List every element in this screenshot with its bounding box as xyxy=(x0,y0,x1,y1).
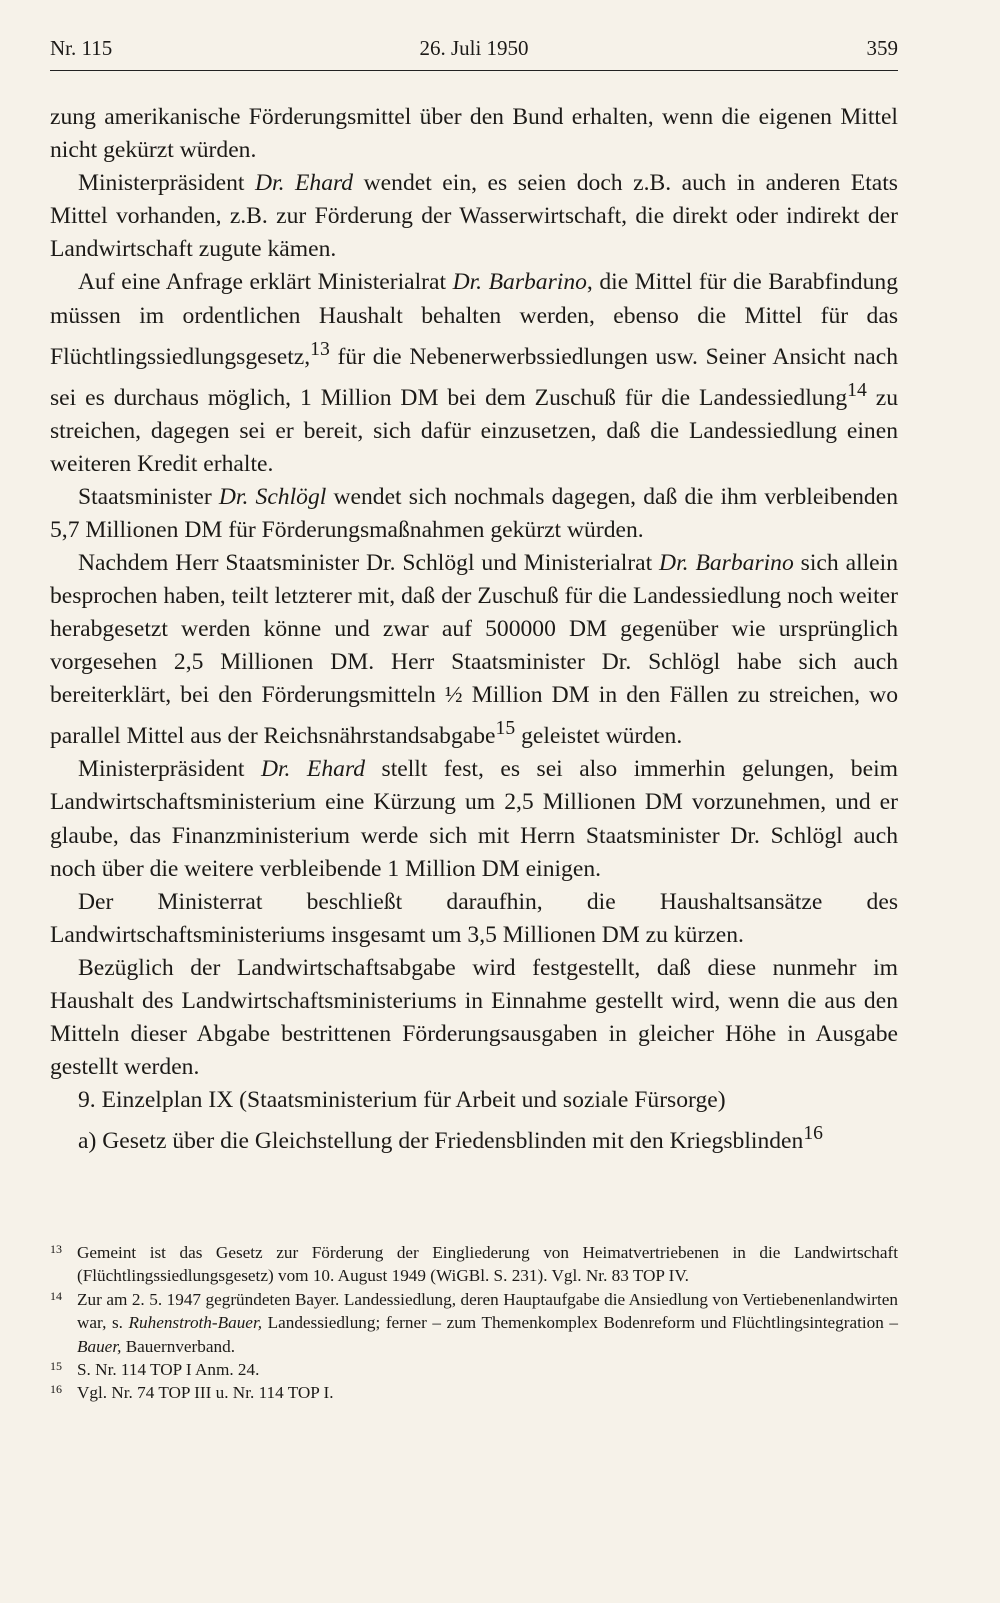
speaker-name: Dr. Ehard xyxy=(260,756,366,783)
footnote-text-part: Bauernverband. xyxy=(121,1336,235,1356)
footnote-ref: 16 xyxy=(803,1122,823,1145)
paragraph-text: Staatsminister xyxy=(78,483,219,510)
agenda-subitem xyxy=(50,1117,898,1158)
speaker-name: Dr. Barbarino xyxy=(659,549,794,576)
paragraph xyxy=(50,886,898,952)
paragraph xyxy=(50,547,898,753)
paragraph-text: sich allein besprochen haben, teilt letzterer mit, daß der Zuschuß für die Landessiedlung noch weiter herabgesetzt werden könne und zwar auf 500000 DM gegenüber wie ursprünglich vorgesehen 2,5 Millionen DM. Herr Staatsminister Dr. Schlögl habe sich auch bereiterklärt, bei den Förderungsmitteln ½ Million DM in den Fällen zu streichen, wo parallel Mittel aus der Reichsnährstandsabgabe xyxy=(50,549,899,750)
main-text xyxy=(50,101,898,1158)
speaker-name: Dr. Barbarino xyxy=(452,269,587,296)
footnote-ref: 14 xyxy=(847,378,867,401)
footnote xyxy=(50,1358,898,1381)
cited-author: Bauer, xyxy=(77,1336,122,1356)
footnote-text xyxy=(77,1288,898,1358)
footnote-number: 16 xyxy=(50,1382,62,1397)
paragraph-text: wendet ein, es seien doch z.B. auch in anderen Etats Mittel vorhanden, z.B. zur Förderung der Wasserwirtschaft, die direkt oder indirekt der Landwirtschaft zugute kämen. xyxy=(50,170,898,263)
cited-author: Ruhenstroth-Bauer, xyxy=(128,1313,263,1333)
paragraph xyxy=(50,101,898,167)
footnote-number: 13 xyxy=(50,1242,62,1256)
paragraph-text: Auf eine Anfrage erklärt Ministerialrat xyxy=(78,269,453,296)
speaker-name: Dr. Schlögl xyxy=(218,483,327,510)
paragraph xyxy=(50,753,898,885)
footnote xyxy=(50,1288,898,1358)
paragraph xyxy=(50,266,898,480)
paragraph xyxy=(50,481,898,547)
paragraph-text: Der Ministerrat beschließt daraufhin, die Haushaltsansätze des Landwirtschaftsministeriums insgesamt um 3,5 Millionen DM zu kürzen. xyxy=(50,888,898,948)
footnote xyxy=(50,1241,898,1288)
footnote-number: 15 xyxy=(50,1359,62,1374)
paragraph-text: a) Gesetz über die Gleichstellung der Friedensblinden mit den Kriegsblinden xyxy=(78,1128,804,1155)
page-header xyxy=(50,32,898,71)
paragraph-text: geleistet würden. xyxy=(515,723,683,750)
paragraph-text: wendet sich nochmals dagegen, daß die ihm verbleibenden 5,7 Millionen DM für Förderungsmaßnahmen gekürzt würden. xyxy=(50,483,898,543)
footnote-text xyxy=(77,1381,898,1404)
footnote-ref: 13 xyxy=(310,337,330,360)
paragraph xyxy=(50,167,898,266)
paragraph xyxy=(50,952,898,1084)
footnote-text xyxy=(77,1358,898,1381)
document-number: Nr. 115 xyxy=(50,36,113,60)
header-date: 26. Juli 1950 xyxy=(419,36,529,60)
paragraph-text: 9. Einzelplan IX (Staatsministerium für Arbeit und soziale Fürsorge) xyxy=(78,1087,726,1114)
footnote-text-part: Zur am 2. 5. 1947 gegründeten Bayer. Landessiedlung, deren Hauptaufgabe die Ansiedlung von Vertiebenenlandwirten war, s. xyxy=(77,1289,898,1333)
footnotes xyxy=(50,1241,898,1405)
paragraph-text: zu streichen, dagegen sei er bereit, sich dafür einzusetzen, daß die Landessiedlung einen weiteren Kredit erhalte. xyxy=(50,384,898,477)
paragraph-text: zung amerikanische Förderungsmittel über den Bund erhalten, wenn die eigenen Mittel nicht gekürzt würden. xyxy=(50,104,898,164)
paragraph-text: Ministerpräsident xyxy=(78,756,261,783)
footnote xyxy=(50,1381,898,1404)
page-number: 359 xyxy=(866,36,898,60)
paragraph-text: für die Nebenerwerbssiedlungen usw. Seiner Ansicht nach sei es durchaus möglich, 1 Million DM bei dem Zuschuß für die Landessiedlung xyxy=(50,343,898,411)
paragraph-text: Bezüglich der Landwirtschaftsabgabe wird festgestellt, daß diese nunmehr im Haushalt des Landwirtschaftsministeriums in Einnahme gestellt wird, wenn die aus den Mitteln dieser Abgabe bestrittenen Förderungsausgaben in gleicher Höhe in Ausgabe gestellt werden. xyxy=(50,954,898,1081)
agenda-item xyxy=(50,1084,898,1117)
footnote-text xyxy=(77,1241,898,1288)
paragraph-text: stellt fest, es sei also immerhin gelungen, beim Landwirtschaftsministerium eine Kürzung um 2,5 Millionen DM vorzunehmen, und er glaube, das Finanzministerium werde sich mit Herrn Staatsminister Dr. Schlögl auch noch über die weitere verbleibende 1 Million DM einigen. xyxy=(50,756,898,882)
footnote-text-part: Gemeint ist das Gesetz zur Förderung der Eingliederung von Heimatvertriebenen in die Landwirtschaft (Flüchtlingssiedlungsgesetz) vom 10. August 1949 (WiGBl. S. 231). Vgl. Nr. 83 TOP IV. xyxy=(77,1243,898,1286)
paragraph-text: Ministerpräsident xyxy=(78,170,255,197)
footnote-text-part: S. Nr. 114 TOP I Anm. 24. xyxy=(77,1360,260,1380)
footnote-text-part: Landessiedlung; ferner – zum Themenkomplex Bodenreform und Flüchtlingsintegration – xyxy=(262,1313,899,1333)
paragraph-text: Nachdem Herr Staatsminister Dr. Schlögl und Ministerialrat xyxy=(78,549,660,576)
paragraph-text: , die Mittel für die Barabfindung müssen im ordentlichen Haushalt behalten werden, ebenso die Mittel für das Flüchtlingssiedlungsgesetz, xyxy=(50,269,898,370)
footnote-text-part: Vgl. Nr. 74 TOP III u. Nr. 114 TOP I. xyxy=(77,1383,334,1403)
footnote-ref: 15 xyxy=(495,717,516,740)
footnote-number: 14 xyxy=(50,1288,62,1303)
speaker-name: Dr. Ehard xyxy=(254,170,354,197)
